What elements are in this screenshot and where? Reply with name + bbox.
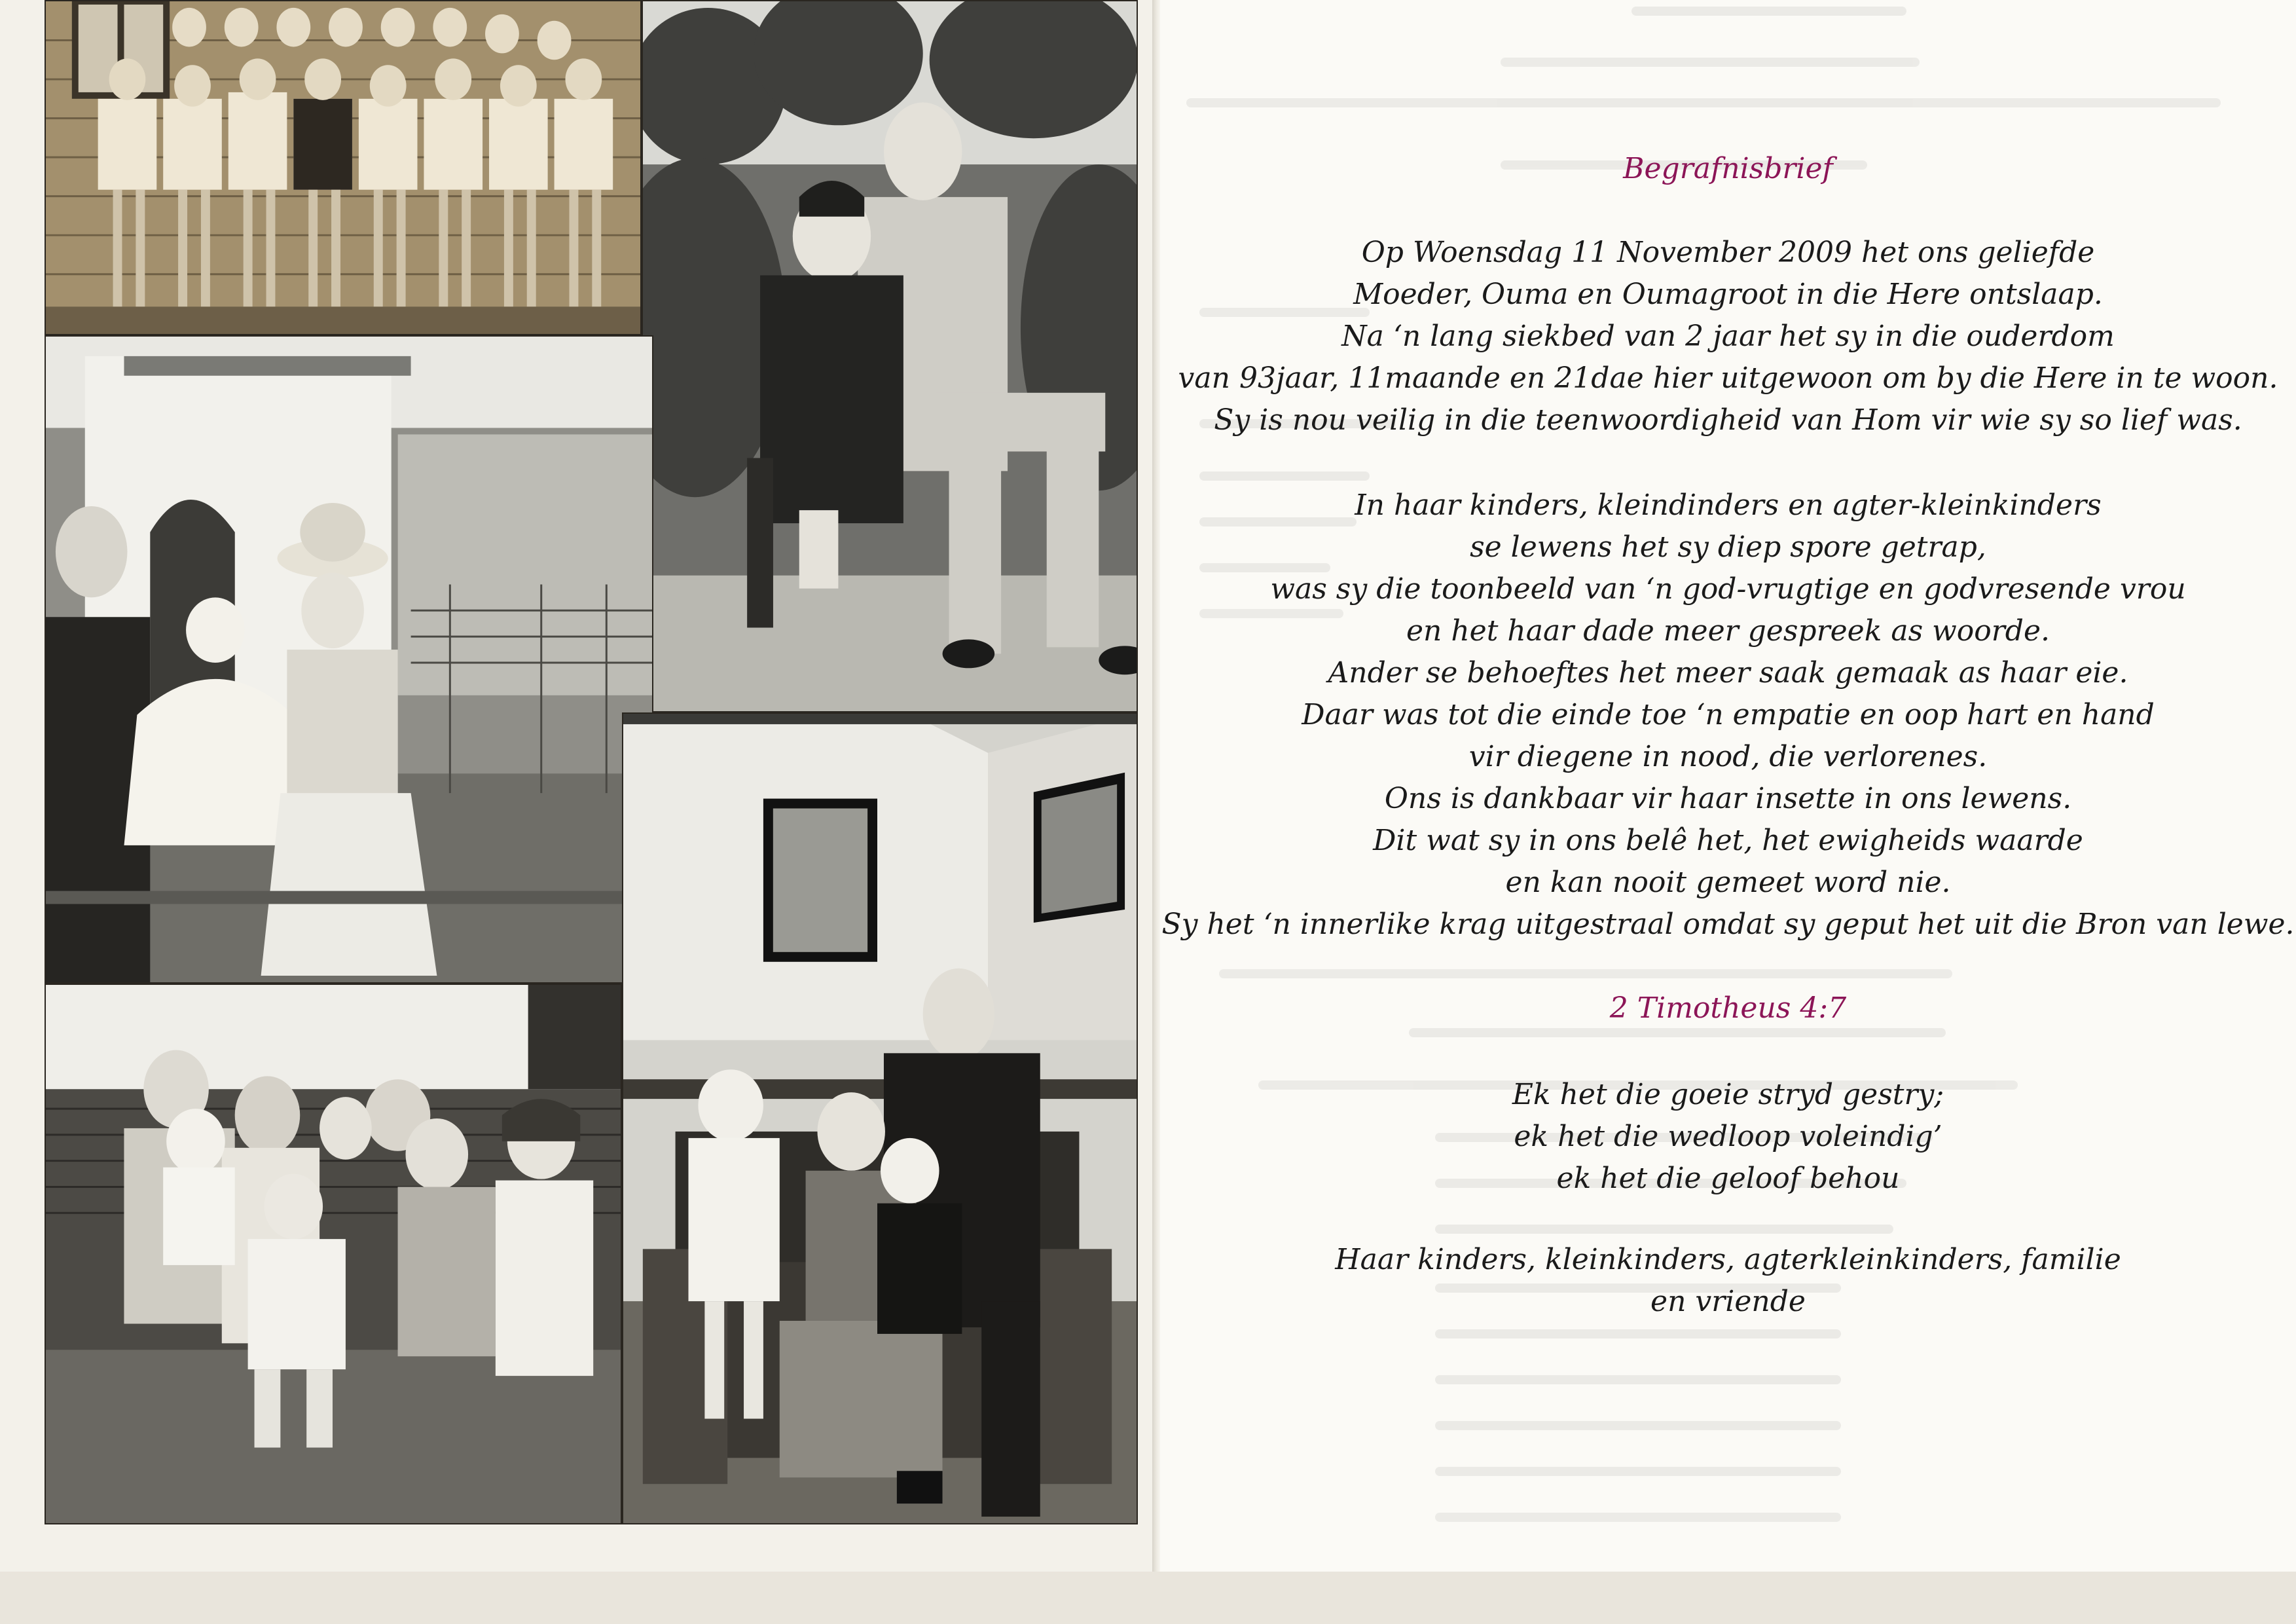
text-line: Sy het ‘n innerlike krag uitgestraal omdat sy geput het uit die Bron van lewe. [1161, 908, 2295, 941]
photo-family-sofa [622, 712, 1138, 1524]
verse-reference: 2 Timotheus 4:7 [1609, 991, 1847, 1025]
photo-family-lawn [45, 984, 622, 1524]
funeral-letter-page [1160, 0, 2296, 1572]
text-line: Ander se behoeftes het meer saak gemaak as haar eie. [1328, 656, 2128, 690]
closing-line: en vriende [1650, 1285, 1806, 1318]
text-line: In haar kinders, kleindinders en agter-kleinkinders [1355, 489, 2102, 522]
closing-block [1160, 1239, 2296, 1323]
text-line: Daar was tot die einde toe ‘n empatie en oop hart en hand [1302, 698, 2155, 731]
text-line: Op Woensdag 11 November 2009 het ons geliefde [1361, 236, 2095, 269]
verse-line: ek het die geloof behou [1556, 1162, 1900, 1195]
photo-school-group [45, 0, 642, 335]
text-line: en kan nooit gemeet word nie. [1505, 866, 1951, 899]
verse-line: Ek het die goeie stryd gestry; [1512, 1078, 1944, 1111]
photo-family-baby [45, 335, 653, 984]
closing-line: Haar kinders, kleinkinders, agterkleinkinders, familie [1335, 1243, 2121, 1276]
text-line: se lewens het sy diep spore getrap, [1470, 530, 1986, 564]
letter-title-block [1160, 148, 2296, 190]
text-line: Dit wat sy in ons belê het, het ewigheids waarde [1373, 824, 2083, 857]
text-line: Na ‘n lang siekbed van 2 jaar het sy in die ouderdom [1341, 320, 2115, 353]
scan-background-strip [0, 1572, 2296, 1624]
text-line: was sy die toonbeeld van ‘n god-vrugtige en godvresende vrou [1270, 572, 2186, 606]
text-line: Moeder, Ouma en Oumagroot in die Here ontslaap. [1353, 278, 2103, 311]
letter-title: Begrafnisbrief [1623, 152, 1833, 185]
text-line: vir diegene in nood, die verlorenes. [1468, 740, 1988, 773]
verse-block [1160, 1074, 2296, 1200]
text-line: van 93jaar, 11maande en 21dae hier uitgewoon om by die Here in te woon. [1178, 361, 2278, 395]
photo-couple-garden [642, 0, 1138, 712]
paragraph-tribute [1160, 485, 2296, 946]
text-line: Ons is dankbaar vir haar insette in ons lewens. [1384, 782, 2072, 815]
verse-line: ek het die wedloop voleindig’ [1514, 1120, 1942, 1153]
verse-reference-block [1160, 987, 2296, 1029]
booklet-spine [1152, 0, 1160, 1572]
text-line: Sy is nou veilig in die teenwoordigheid van Hom vir wie sy so lief was. [1214, 403, 2242, 437]
photo-collage-page [0, 0, 1152, 1572]
text-line: en het haar dade meer gespreek as woorde. [1406, 614, 2050, 648]
paragraph-passing [1160, 232, 2296, 441]
